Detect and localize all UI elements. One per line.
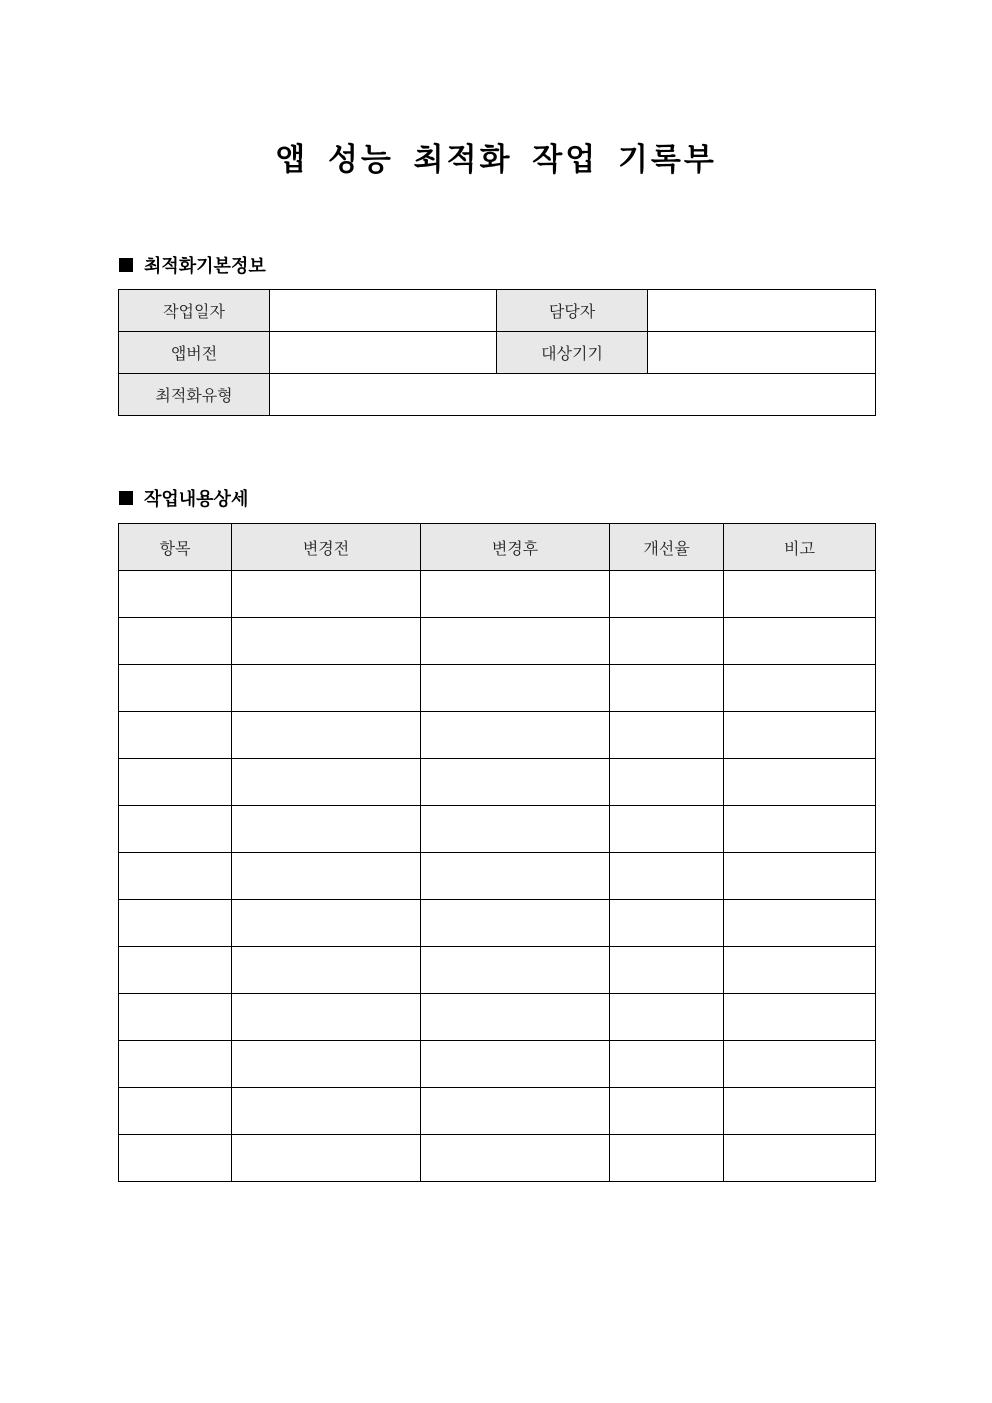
target-device-label: 대상기기 (497, 332, 648, 374)
table-row (119, 571, 876, 618)
table-row (119, 618, 876, 665)
cell-item[interactable] (119, 665, 232, 712)
cell-remarks[interactable] (724, 759, 876, 806)
cell-remarks[interactable] (724, 853, 876, 900)
basic-info-table (118, 289, 876, 416)
cell-remarks[interactable] (724, 947, 876, 994)
cell-remarks[interactable] (724, 665, 876, 712)
cell-after[interactable] (421, 759, 610, 806)
table-row (119, 1041, 876, 1088)
cell-item[interactable] (119, 618, 232, 665)
cell-after[interactable] (421, 900, 610, 947)
cell-improvement-rate[interactable] (610, 900, 724, 947)
cell-item[interactable] (119, 712, 232, 759)
column-header-remarks: 비고 (724, 524, 876, 571)
cell-before[interactable] (232, 947, 421, 994)
cell-improvement-rate[interactable] (610, 618, 724, 665)
table-row (119, 806, 876, 853)
section-heading-label: 최적화기본정보 (144, 256, 266, 277)
cell-remarks[interactable] (724, 1135, 876, 1182)
cell-before[interactable] (232, 665, 421, 712)
table-row (119, 374, 876, 416)
work-date-label: 작업일자 (119, 290, 270, 332)
cell-improvement-rate[interactable] (610, 947, 724, 994)
table-row (119, 1135, 876, 1182)
table-row (119, 947, 876, 994)
cell-after[interactable] (421, 1135, 610, 1182)
cell-after[interactable] (421, 1041, 610, 1088)
table-row (119, 712, 876, 759)
cell-after[interactable] (421, 618, 610, 665)
optimization-type-field[interactable] (270, 374, 876, 416)
table-row (119, 900, 876, 947)
cell-item[interactable] (119, 947, 232, 994)
cell-remarks[interactable] (724, 1088, 876, 1135)
work-details-table (118, 523, 876, 1182)
column-header-after: 변경후 (421, 524, 610, 571)
table-row (119, 853, 876, 900)
cell-before[interactable] (232, 712, 421, 759)
cell-before[interactable] (232, 1041, 421, 1088)
cell-item[interactable] (119, 1041, 232, 1088)
cell-before[interactable] (232, 806, 421, 853)
cell-after[interactable] (421, 806, 610, 853)
cell-remarks[interactable] (724, 806, 876, 853)
cell-improvement-rate[interactable] (610, 853, 724, 900)
work-date-field[interactable] (270, 290, 497, 332)
app-version-label: 앱버전 (119, 332, 270, 374)
cell-before[interactable] (232, 571, 421, 618)
cell-after[interactable] (421, 712, 610, 759)
cell-improvement-rate[interactable] (610, 1041, 724, 1088)
cell-after[interactable] (421, 994, 610, 1041)
cell-improvement-rate[interactable] (610, 806, 724, 853)
cell-remarks[interactable] (724, 1041, 876, 1088)
cell-improvement-rate[interactable] (610, 759, 724, 806)
square-bullet-icon (119, 491, 133, 505)
cell-item[interactable] (119, 806, 232, 853)
document-title: 앱 성능 최적화 작업 기록부 (275, 142, 717, 178)
cell-after[interactable] (421, 1088, 610, 1135)
cell-before[interactable] (232, 1088, 421, 1135)
cell-improvement-rate[interactable] (610, 1088, 724, 1135)
column-header-item: 항목 (119, 524, 232, 571)
table-row (119, 994, 876, 1041)
cell-after[interactable] (421, 947, 610, 994)
cell-remarks[interactable] (724, 712, 876, 759)
column-header-before: 변경전 (232, 524, 421, 571)
table-row (119, 665, 876, 712)
cell-item[interactable] (119, 853, 232, 900)
manager-field[interactable] (648, 290, 876, 332)
cell-improvement-rate[interactable] (610, 665, 724, 712)
table-row (119, 290, 876, 332)
cell-item[interactable] (119, 994, 232, 1041)
cell-before[interactable] (232, 759, 421, 806)
cell-remarks[interactable] (724, 618, 876, 665)
app-version-field[interactable] (270, 332, 497, 374)
section-heading-details (119, 485, 248, 511)
cell-item[interactable] (119, 759, 232, 806)
section-heading-basic-info (119, 252, 266, 278)
cell-improvement-rate[interactable] (610, 994, 724, 1041)
work-details-body (119, 571, 876, 1182)
cell-remarks[interactable] (724, 994, 876, 1041)
table-row (119, 332, 876, 374)
cell-after[interactable] (421, 571, 610, 618)
cell-improvement-rate[interactable] (610, 1135, 724, 1182)
cell-before[interactable] (232, 994, 421, 1041)
cell-before[interactable] (232, 618, 421, 665)
section-heading-label: 작업내용상세 (144, 489, 249, 510)
manager-label: 담당자 (497, 290, 648, 332)
cell-item[interactable] (119, 1088, 232, 1135)
column-header-improvement-rate: 개선율 (610, 524, 724, 571)
cell-before[interactable] (232, 900, 421, 947)
cell-item[interactable] (119, 1135, 232, 1182)
target-device-field[interactable] (648, 332, 876, 374)
table-row (119, 1088, 876, 1135)
cell-remarks[interactable] (724, 900, 876, 947)
square-bullet-icon (119, 258, 133, 272)
cell-before[interactable] (232, 853, 421, 900)
table-header-row (119, 524, 876, 571)
cell-remarks[interactable] (724, 571, 876, 618)
cell-before[interactable] (232, 1135, 421, 1182)
cell-improvement-rate[interactable] (610, 571, 724, 618)
cell-after[interactable] (421, 665, 610, 712)
cell-item[interactable] (119, 900, 232, 947)
cell-after[interactable] (421, 853, 610, 900)
optimization-type-label: 최적화유형 (119, 374, 270, 416)
cell-item[interactable] (119, 571, 232, 618)
table-row (119, 759, 876, 806)
cell-improvement-rate[interactable] (610, 712, 724, 759)
